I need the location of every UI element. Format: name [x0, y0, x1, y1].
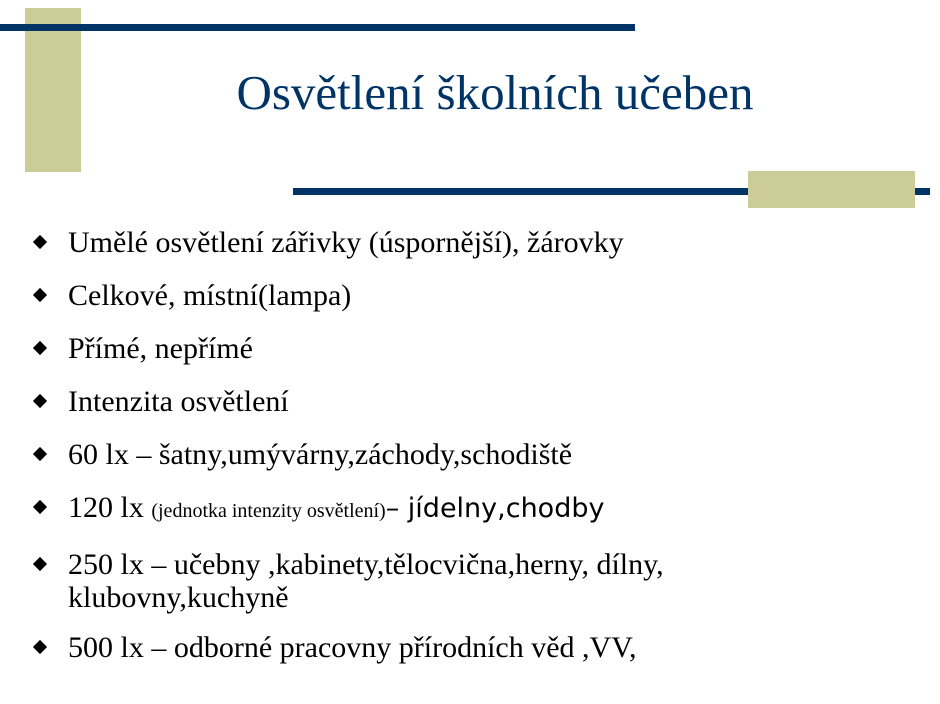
diamond-bullet-icon — [33, 235, 47, 249]
diamond-bullet-icon — [33, 341, 47, 355]
diamond-bullet-icon — [33, 500, 47, 514]
bullet-text: Celkové, místní(lampa) — [68, 279, 352, 312]
bullet-item — [32, 548, 922, 614]
bullet-text: Umělé osvětlení zářivky (úspornější), žárovky — [68, 226, 624, 259]
bullet-text: 500 lx – odborné pracovny přírodních věd ,VV, — [68, 631, 637, 664]
bullet-item — [32, 385, 922, 418]
bullet-item — [32, 279, 922, 312]
decorative-navy-line-top — [0, 24, 635, 31]
bullet-text-line-1: 250 lx – učebny ,kabinety,tělocvična,herny, dílny, — [68, 548, 664, 581]
bullet-item — [32, 491, 922, 528]
bullet-item — [32, 332, 922, 365]
bullet-text: Přímé, nepřímé — [68, 332, 253, 365]
diamond-bullet-icon — [33, 447, 47, 461]
slide-title: Osvětlení školních učeben — [236, 65, 754, 120]
decorative-tan-block-right — [748, 171, 915, 208]
bullet-text-part-a: 120 lx — [68, 491, 152, 524]
bullet-text: Intenzita osvětlení — [68, 385, 289, 418]
diamond-bullet-icon — [33, 640, 47, 654]
diamond-bullet-icon — [33, 557, 47, 571]
bullet-item — [32, 438, 922, 471]
bullet-item — [32, 631, 922, 664]
bullet-item — [32, 226, 922, 259]
bullet-text: 60 lx – šatny,umývárny,záchody,schodiště — [68, 438, 573, 471]
bullet-text-small-note: (jednotka intenzity osvětlení) — [151, 500, 386, 522]
bullet-list — [32, 226, 922, 684]
bullet-text-line-2: klubovny,kuchyně — [68, 581, 289, 614]
diamond-bullet-icon — [33, 394, 47, 408]
bullet-text-part-b: – jídelny,chodby — [385, 493, 605, 524]
diamond-bullet-icon — [33, 288, 47, 302]
